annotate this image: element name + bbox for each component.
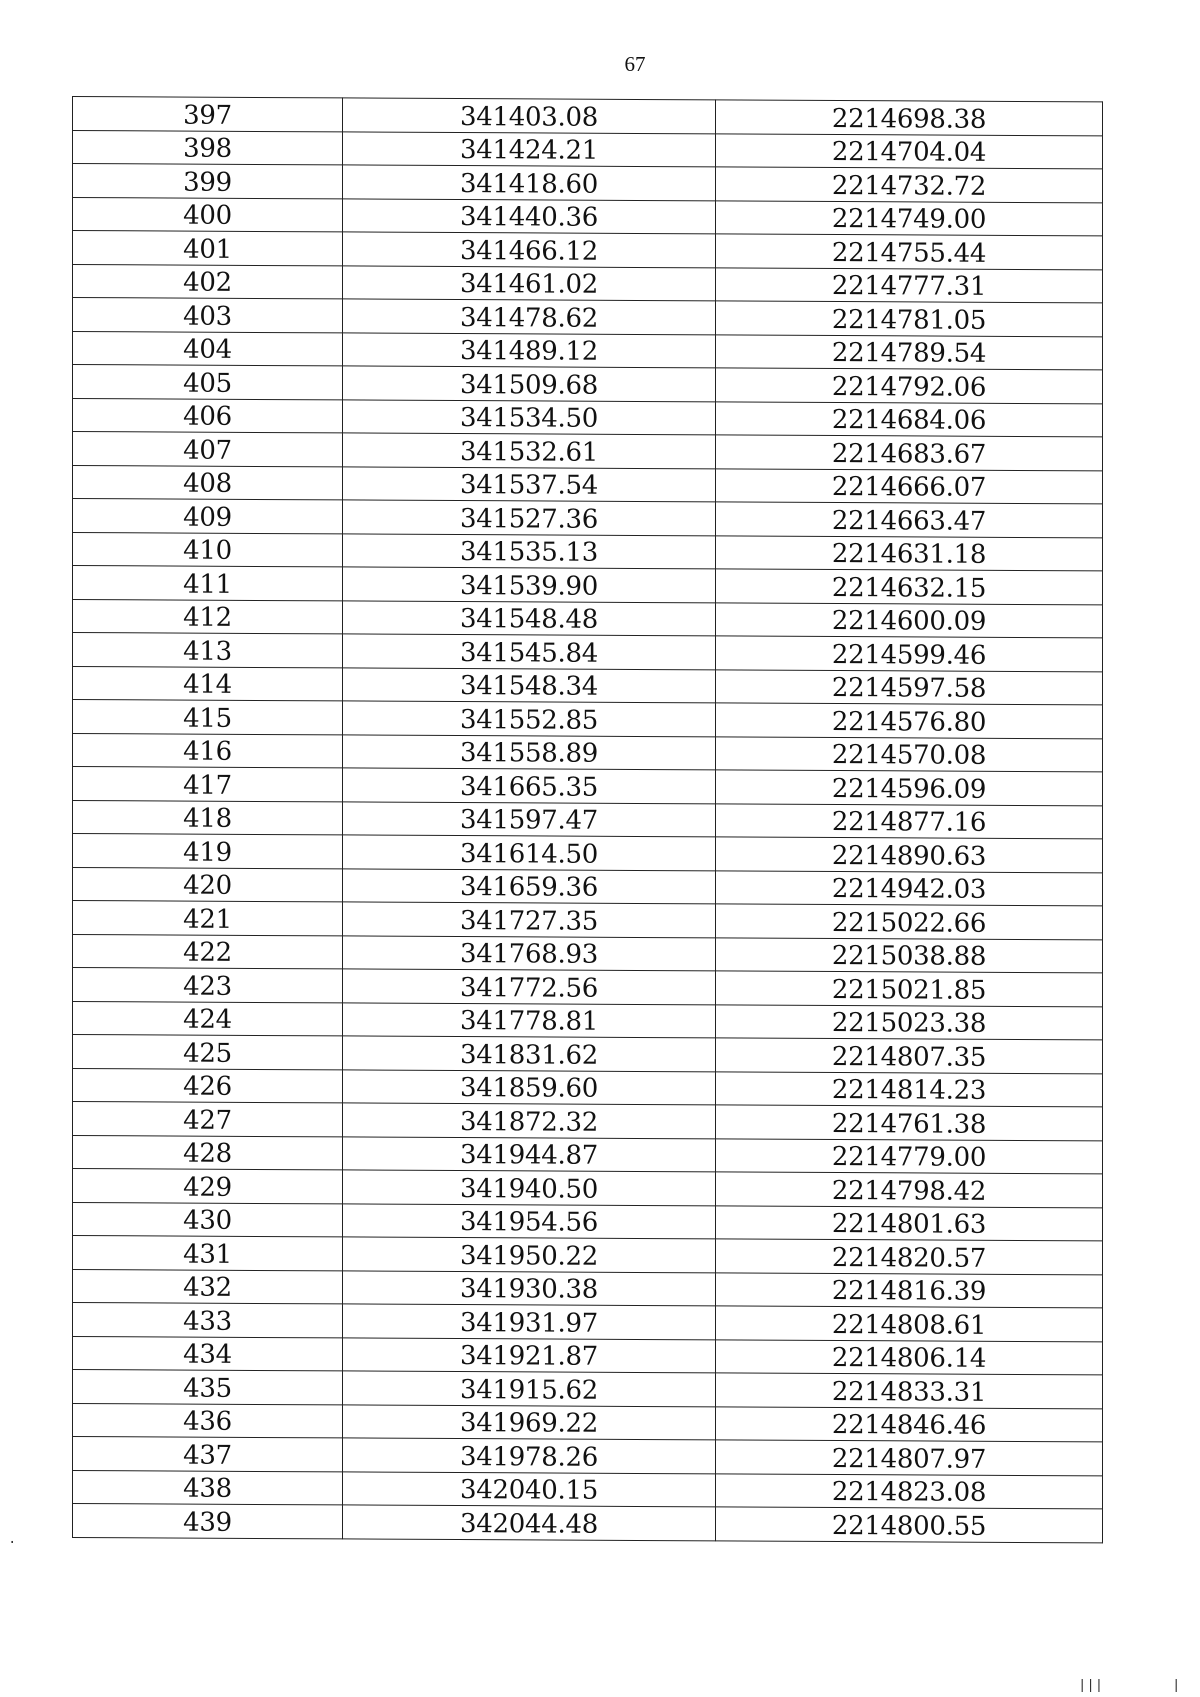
y-coordinate-cell: 2214596.09 xyxy=(716,770,1103,806)
point-number-cell: 412 xyxy=(73,599,343,634)
y-coordinate-cell: 2214807.97 xyxy=(716,1440,1103,1476)
table-row xyxy=(73,633,1103,672)
y-coordinate-cell: 2214816.39 xyxy=(716,1272,1103,1308)
point-number-cell: 418 xyxy=(73,800,343,835)
point-number-cell: 432 xyxy=(73,1269,343,1304)
x-coordinate-cell: 341831.62 xyxy=(343,1036,716,1071)
point-number-cell: 433 xyxy=(73,1303,343,1338)
x-coordinate-cell: 341940.50 xyxy=(343,1170,716,1205)
y-coordinate-cell: 2214808.61 xyxy=(716,1306,1103,1342)
point-number-cell: 401 xyxy=(73,231,343,266)
y-coordinate-cell: 2214684.06 xyxy=(716,401,1103,437)
x-coordinate-cell: 341614.50 xyxy=(343,835,716,870)
y-coordinate-cell: 2214800.55 xyxy=(716,1507,1103,1543)
y-coordinate-cell: 2214600.09 xyxy=(716,602,1103,638)
table-row xyxy=(73,1102,1103,1141)
x-coordinate-cell: 341440.36 xyxy=(343,198,716,233)
table-row xyxy=(73,800,1103,839)
x-coordinate-cell: 341597.47 xyxy=(343,801,716,836)
point-number-cell: 434 xyxy=(73,1336,343,1371)
point-number-cell: 419 xyxy=(73,834,343,869)
x-coordinate-cell: 341930.38 xyxy=(343,1270,716,1305)
y-coordinate-cell: 2215038.88 xyxy=(716,937,1103,973)
point-number-cell: 430 xyxy=(73,1202,343,1237)
y-coordinate-cell: 2214779.00 xyxy=(716,1138,1103,1174)
y-coordinate-cell: 2214801.63 xyxy=(716,1205,1103,1241)
table-row xyxy=(73,432,1103,471)
table-row xyxy=(73,1068,1103,1107)
point-number-cell: 431 xyxy=(73,1236,343,1271)
table-row xyxy=(73,867,1103,906)
y-coordinate-cell: 2214732.72 xyxy=(716,167,1103,203)
point-number-cell: 414 xyxy=(73,666,343,701)
point-number-cell: 426 xyxy=(73,1068,343,1103)
x-coordinate-cell: 341558.89 xyxy=(343,734,716,769)
y-coordinate-cell: 2214576.80 xyxy=(716,703,1103,739)
table-row xyxy=(73,968,1103,1007)
table-row xyxy=(73,599,1103,638)
x-coordinate-cell: 341418.60 xyxy=(343,165,716,200)
x-coordinate-cell: 341466.12 xyxy=(343,232,716,267)
point-number-cell: 425 xyxy=(73,1035,343,1070)
y-coordinate-cell: 2214570.08 xyxy=(716,736,1103,772)
y-coordinate-cell: 2214777.31 xyxy=(716,267,1103,303)
table-row xyxy=(73,1403,1103,1442)
table-row xyxy=(73,331,1103,370)
coordinates-table xyxy=(72,96,1103,1543)
point-number-cell: 413 xyxy=(73,633,343,668)
point-number-cell: 416 xyxy=(73,733,343,768)
point-number-cell: 417 xyxy=(73,767,343,802)
x-coordinate-cell: 341478.62 xyxy=(343,299,716,334)
point-number-cell: 405 xyxy=(73,365,343,400)
point-number-cell: 402 xyxy=(73,264,343,299)
table-row xyxy=(73,164,1103,203)
table-row xyxy=(73,97,1103,136)
table-row xyxy=(73,1269,1103,1308)
table-row xyxy=(73,1437,1103,1476)
point-number-cell: 399 xyxy=(73,164,343,199)
x-coordinate-cell: 341532.61 xyxy=(343,433,716,468)
y-coordinate-cell: 2214749.00 xyxy=(716,200,1103,236)
table-row xyxy=(73,398,1103,437)
x-coordinate-cell: 341545.84 xyxy=(343,634,716,669)
y-coordinate-cell: 2214814.23 xyxy=(716,1071,1103,1107)
point-number-cell: 421 xyxy=(73,901,343,936)
table-row xyxy=(73,1169,1103,1208)
scan-artifact-mark: ||| xyxy=(1078,1678,1104,1694)
table-row xyxy=(73,1504,1103,1543)
x-coordinate-cell: 341489.12 xyxy=(343,332,716,367)
x-coordinate-cell: 341535.13 xyxy=(343,533,716,568)
x-coordinate-cell: 341778.81 xyxy=(343,1002,716,1037)
y-coordinate-cell: 2214631.18 xyxy=(716,535,1103,571)
point-number-cell: 423 xyxy=(73,968,343,1003)
point-number-cell: 408 xyxy=(73,465,343,500)
point-number-cell: 422 xyxy=(73,934,343,969)
table-row xyxy=(73,231,1103,270)
y-coordinate-cell: 2214877.16 xyxy=(716,803,1103,839)
table-row xyxy=(73,1470,1103,1509)
point-number-cell: 407 xyxy=(73,432,343,467)
table-row xyxy=(73,733,1103,772)
table-row xyxy=(73,1135,1103,1174)
point-number-cell: 403 xyxy=(73,298,343,333)
x-coordinate-cell: 341403.08 xyxy=(343,98,716,133)
x-coordinate-cell: 341552.85 xyxy=(343,701,716,736)
x-coordinate-cell: 341424.21 xyxy=(343,131,716,166)
point-number-cell: 439 xyxy=(73,1504,343,1539)
coordinates-table-container xyxy=(72,96,1102,1543)
point-number-cell: 415 xyxy=(73,700,343,735)
x-coordinate-cell: 341915.62 xyxy=(343,1371,716,1406)
x-coordinate-cell: 341548.48 xyxy=(343,600,716,635)
y-coordinate-cell: 2214806.14 xyxy=(716,1339,1103,1375)
x-coordinate-cell: 341872.32 xyxy=(343,1103,716,1138)
table-row xyxy=(73,901,1103,940)
table-row xyxy=(73,1035,1103,1074)
table-row xyxy=(73,532,1103,571)
x-coordinate-cell: 341944.87 xyxy=(343,1136,716,1171)
x-coordinate-cell: 341461.02 xyxy=(343,265,716,300)
x-coordinate-cell: 341548.34 xyxy=(343,667,716,702)
y-coordinate-cell: 2214792.06 xyxy=(716,368,1103,404)
y-coordinate-cell: 2214789.54 xyxy=(716,334,1103,370)
y-coordinate-cell: 2214942.03 xyxy=(716,870,1103,906)
y-coordinate-cell: 2214632.15 xyxy=(716,569,1103,605)
point-number-cell: 436 xyxy=(73,1403,343,1438)
table-row xyxy=(73,767,1103,806)
x-coordinate-cell: 341727.35 xyxy=(343,902,716,937)
x-coordinate-cell: 341954.56 xyxy=(343,1203,716,1238)
y-coordinate-cell: 2214781.05 xyxy=(716,301,1103,337)
table-row xyxy=(73,465,1103,504)
x-coordinate-cell: 341527.36 xyxy=(343,500,716,535)
scan-artifact-mark: | xyxy=(1172,1678,1181,1694)
scan-artifact-mark: · xyxy=(8,1535,17,1551)
point-number-cell: 398 xyxy=(73,130,343,165)
x-coordinate-cell: 342040.15 xyxy=(343,1471,716,1506)
point-number-cell: 435 xyxy=(73,1370,343,1405)
point-number-cell: 406 xyxy=(73,398,343,433)
table-row xyxy=(73,934,1103,973)
y-coordinate-cell: 2214597.58 xyxy=(716,669,1103,705)
point-number-cell: 409 xyxy=(73,499,343,534)
point-number-cell: 411 xyxy=(73,566,343,601)
point-number-cell: 400 xyxy=(73,197,343,232)
x-coordinate-cell: 341950.22 xyxy=(343,1237,716,1272)
table-row xyxy=(73,566,1103,605)
table-row xyxy=(73,365,1103,404)
x-coordinate-cell: 341931.97 xyxy=(343,1304,716,1339)
point-number-cell: 428 xyxy=(73,1135,343,1170)
table-row xyxy=(73,298,1103,337)
point-number-cell: 424 xyxy=(73,1001,343,1036)
point-number-cell: 427 xyxy=(73,1102,343,1137)
x-coordinate-cell: 341539.90 xyxy=(343,567,716,602)
x-coordinate-cell: 341921.87 xyxy=(343,1337,716,1372)
table-row xyxy=(73,264,1103,303)
y-coordinate-cell: 2214698.38 xyxy=(716,100,1103,136)
y-coordinate-cell: 2214833.31 xyxy=(716,1373,1103,1409)
x-coordinate-cell: 341978.26 xyxy=(343,1438,716,1473)
y-coordinate-cell: 2214666.07 xyxy=(716,468,1103,504)
x-coordinate-cell: 342044.48 xyxy=(343,1505,716,1540)
y-coordinate-cell: 2214755.44 xyxy=(716,234,1103,270)
y-coordinate-cell: 2215021.85 xyxy=(716,971,1103,1007)
point-number-cell: 429 xyxy=(73,1169,343,1204)
point-number-cell: 437 xyxy=(73,1437,343,1472)
table-row xyxy=(73,1202,1103,1241)
y-coordinate-cell: 2214683.67 xyxy=(716,435,1103,471)
point-number-cell: 404 xyxy=(73,331,343,366)
page-number: 67 xyxy=(624,52,646,76)
y-coordinate-cell: 2215023.38 xyxy=(716,1004,1103,1040)
table-row xyxy=(73,197,1103,236)
y-coordinate-cell: 2214890.63 xyxy=(716,837,1103,873)
y-coordinate-cell: 2214798.42 xyxy=(716,1172,1103,1208)
y-coordinate-cell: 2214846.46 xyxy=(716,1406,1103,1442)
x-coordinate-cell: 341534.50 xyxy=(343,399,716,434)
table-body xyxy=(73,97,1103,1543)
table-row xyxy=(73,1303,1103,1342)
y-coordinate-cell: 2214663.47 xyxy=(716,502,1103,538)
y-coordinate-cell: 2214761.38 xyxy=(716,1105,1103,1141)
table-row xyxy=(73,130,1103,169)
y-coordinate-cell: 2215022.66 xyxy=(716,904,1103,940)
y-coordinate-cell: 2214599.46 xyxy=(716,636,1103,672)
table-row xyxy=(73,700,1103,739)
table-row xyxy=(73,499,1103,538)
table-row xyxy=(73,834,1103,873)
y-coordinate-cell: 2214823.08 xyxy=(716,1473,1103,1509)
x-coordinate-cell: 341859.60 xyxy=(343,1069,716,1104)
table-row xyxy=(73,1370,1103,1409)
table-row xyxy=(73,1336,1103,1375)
x-coordinate-cell: 341659.36 xyxy=(343,868,716,903)
x-coordinate-cell: 341969.22 xyxy=(343,1404,716,1439)
point-number-cell: 397 xyxy=(73,97,343,132)
point-number-cell: 410 xyxy=(73,532,343,567)
x-coordinate-cell: 341665.35 xyxy=(343,768,716,803)
y-coordinate-cell: 2214807.35 xyxy=(716,1038,1103,1074)
x-coordinate-cell: 341768.93 xyxy=(343,935,716,970)
x-coordinate-cell: 341537.54 xyxy=(343,466,716,501)
table-row xyxy=(73,1001,1103,1040)
x-coordinate-cell: 341772.56 xyxy=(343,969,716,1004)
x-coordinate-cell: 341509.68 xyxy=(343,366,716,401)
y-coordinate-cell: 2214704.04 xyxy=(716,133,1103,169)
point-number-cell: 438 xyxy=(73,1470,343,1505)
y-coordinate-cell: 2214820.57 xyxy=(716,1239,1103,1275)
table-row xyxy=(73,666,1103,705)
table-row xyxy=(73,1236,1103,1275)
point-number-cell: 420 xyxy=(73,867,343,902)
